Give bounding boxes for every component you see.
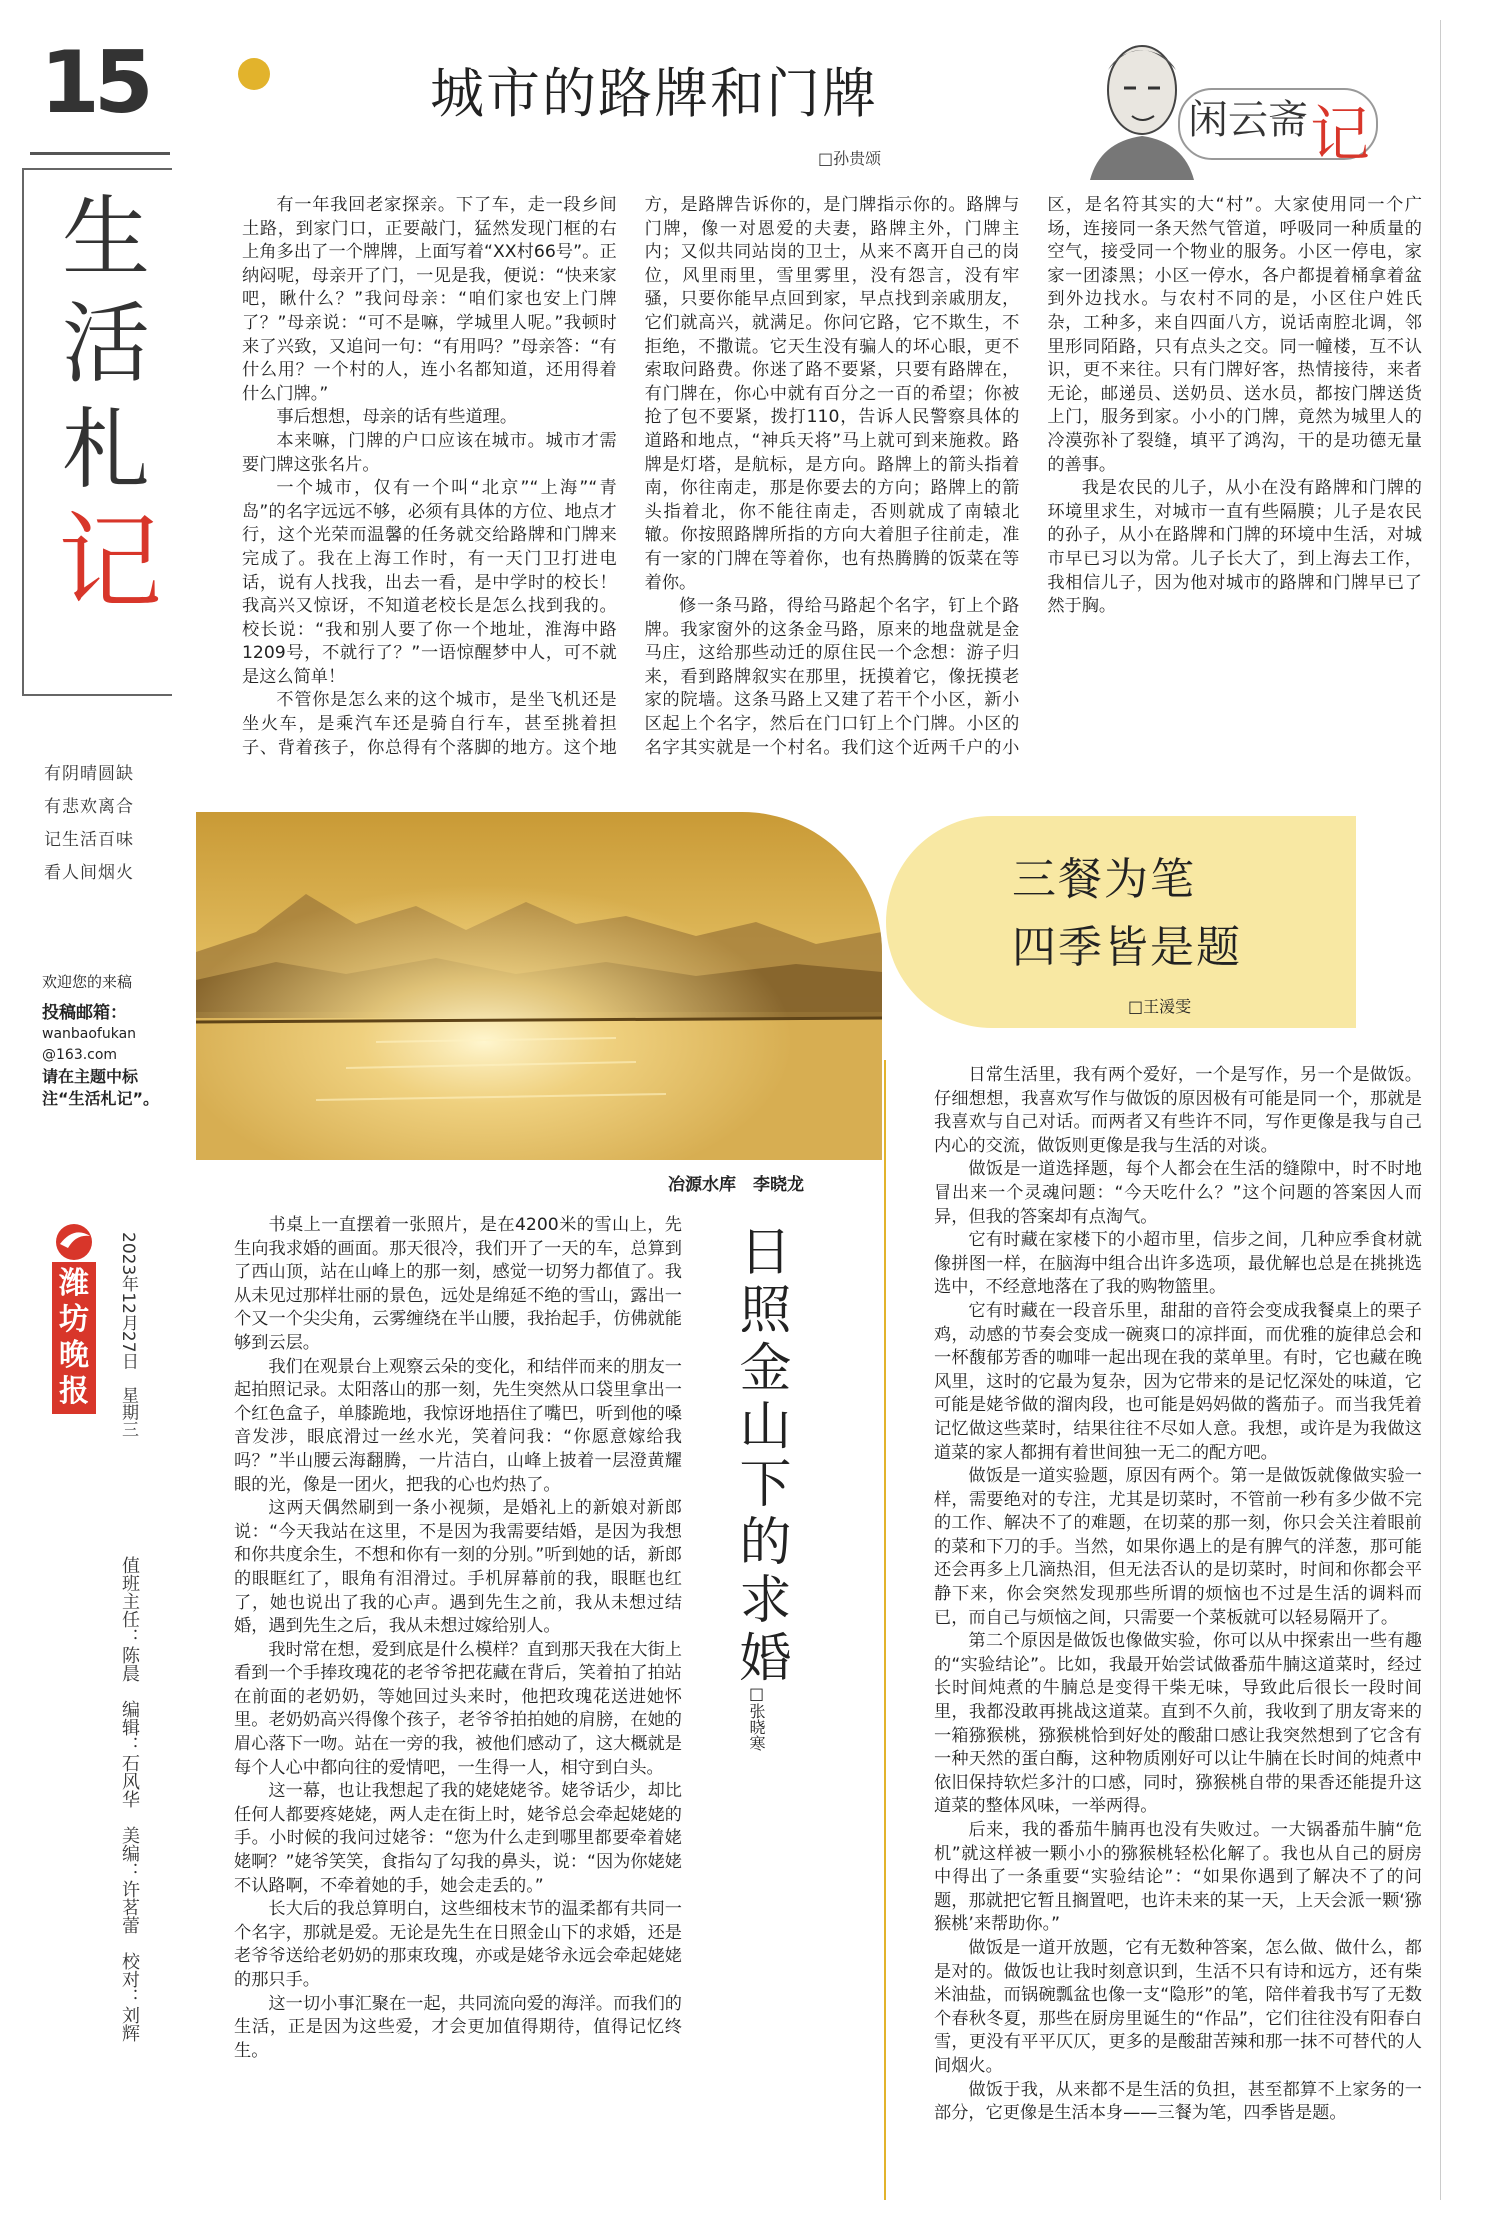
paragraph: 做饭于我，从来都不是生活的负担，甚至都算不上家务的一部分，它更像是生活本身——三餐为笔，四季皆是题。: [934, 2079, 1422, 2124]
paragraph: 书桌上一直摆着一张照片，是在4200米的雪山上，先生向我求婚的画面。那天很冷，我们开了一天的车，总算到了西山顶，站在山峰上的那一刻，感觉一切努力都值了。我从未见过那样壮丽的景色，远处是绵延不绝的雪山，露出一个又一个尖尖角，云雾缠绕在半山腰，我抬起手，仿佛就能够到云层。: [234, 1215, 682, 1353]
slogan-line: 看人间烟火: [44, 863, 134, 883]
paragraph: 本来嘛，门牌的户口应该在城市。城市才需要门牌这张名片。: [242, 430, 617, 475]
paragraph: 我时常在想，爱到底是什么模样？直到那天我在大街上看到一个手捧玫瑰花的老爷爷把花藏在背后，笑着拍了拍站在前面的老奶奶，等她回过头来时，他把玫瑰花送进她怀里。老奶奶高兴得像个孩子，老爷爷拍拍她的肩膀，在她的眉心落下一吻。站在一旁的我，被他们感动了，这大概就是每个人心中都向往的爱情吧，一生得一人，相守到白头。: [234, 1639, 682, 1778]
section-title-box: [22, 168, 172, 696]
logo-char: 晚: [59, 1338, 89, 1373]
article2-title: 日照金山下的求婚: [730, 1224, 790, 1688]
slogan-line: 记生活百味: [44, 830, 134, 850]
photo-author: 李晓龙: [753, 1175, 804, 1195]
paragraph: 做饭是一道实验题，原因有两个。第一是做饭就像做实验一样，需要绝对的专注，尤其是切菜时，不管前一秒有多少做不完的工作、解决不了的难题，在切菜的那一刻，你只会关注着眼前的菜和下刀的手。当然，如果你遇上的是有脾气的洋葱，那可能还会再多上几滴热泪，但无法否认的是切菜时，时间和你都会平静下来，你会突然发现那些所谓的烦恼也不过是生活的调料而已，而自己与烦恼之间，只需要一个菜板就可以轻易隔开了。: [934, 1466, 1422, 1628]
article3-title-line2: 四季皆是题: [1012, 922, 1242, 973]
paragraph: 这两天偶然刷到一条小视频，是婚礼上的新娘对新郎说：“今天我站在这里，不是因为我需要结婚，是因为我想和你共度余生，不想和你有一刻的分别。”听到她的话，新郎的眼眶红了，眼角有泪滑过。手机屏幕前的我，眼眶也红了，她也说出了我的心声。遇到先生之前，我从未想过结婚，遇到先生之后，我从未想过嫁给别人。: [234, 1498, 682, 1637]
section-char-2: 活: [62, 292, 151, 395]
email-note: 请在主题中标注“生活札记”。: [42, 1067, 160, 1108]
submission-info: [42, 972, 164, 1110]
email-address-2[interactable]: @163.com: [42, 1047, 118, 1063]
staff-credits: 值班主任：陈晨 编辑：石风华 美编：许茗蕾 校对：刘辉: [119, 1556, 140, 2042]
slogan-block: [44, 758, 174, 890]
divider-article3: [884, 1060, 886, 2200]
paragraph: 日常生活里，我有两个爱好，一个是写作，另一个是做饭。仔细想想，我喜欢写作与做饭的原因极有可能是同一个，那就是我喜欢与自己对话。而两者又有些许不同，写作更像是我与自己内心的交流，做饭则更像是我与生活的对谈。: [934, 1065, 1422, 1156]
logo-char: 报: [59, 1374, 89, 1409]
logo-char: 潍: [59, 1266, 89, 1301]
paragraph: 后来，我的番茄牛腩再也没有失败过。一大锅番茄牛腩“危机”就这样被一颗小小的猕猴桃轻松化解了。我也从自己的厨房中得出了一条重要“实验结论”：“如果你遇到了解决不了的问题，那就把它暂且搁置吧，也许未来的某一天，上天会派一颗‘猕猴桃’来帮助你。”: [934, 1820, 1422, 1935]
date-text: 2023年12月27日: [118, 1232, 138, 1370]
paragraph: 我是农民的儿子，从小在没有路牌和门牌的环境里求生，对城市一直有些隔膜；儿子是农民的孙子，从小在路牌和门牌的环境中生活，对城市早已习以为常。儿子长大了，到上海去工作，我相信儿子，因为他对城市的路牌和门牌早已了然于胸。: [1047, 478, 1422, 617]
page-number-rule: [30, 152, 170, 155]
paragraph: 做饭是一道开放题，它有无数种答案，怎么做、做什么，都是对的。做饭也让我时刻意识到，生活不只有诗和远方，还有柴米油盐，而锅碗瓢盆也像一支“隐形”的笔，陪伴着我书写了无数个春秋冬夏，那些在厨房里诞生的“作品”，它们往往没有阳春白雪，更没有平平仄仄，更多的是酸甜苦辣和那一抹不可替代的人间烟火。: [934, 1937, 1422, 2076]
page-number: 15: [40, 33, 148, 133]
paragraph: 我们在观景台上观察云朵的变化，和结伴而来的朋友一起拍照记录。太阳落山的那一刻，先生突然从口袋里拿出一个红色盒子，单膝跪地，我惊讶地捂住了嘴巴，听到他的嗓音发涉，眼底滑过一丝水光，笑着问我：“你愿意嫁给我吗？”半山腰云海翻腾，一片洁白，山峰上披着一层澄黄耀眼的光，像是一团火，把我的心也灼热了。: [234, 1356, 682, 1495]
article2-body: [234, 1214, 682, 2174]
article1-body: [242, 194, 1422, 782]
photo-caption: [668, 1170, 804, 1195]
column-badge-red: 记: [1310, 100, 1370, 170]
article1-title: 城市的路牌和门牌: [430, 62, 878, 125]
email-label: 投稿邮箱：: [42, 1003, 127, 1023]
slogan-line: 有阴晴圆缺: [44, 764, 134, 784]
issue-date: [118, 1232, 138, 1438]
paragraph: 不管你是怎么来的这个城市，是坐飞机还是坐火车，是乘汽车还是骑自行车，甚至挑着担子、背着孩子，你总得有个落脚的地方。这个地方，是路牌告诉你的，是门牌指示你的。路牌与门牌，像一对恩爱的夫妻，路牌主外，门牌主内；又似共同站岗的卫士，从来不离开自己的岗位，风里雨里，雪里雾里，没有怨言，没有牢骚，只要你能早点回到家，早点找到亲戚朋友，它们就高兴，就满足。你问它路，它不欺生，不拒绝，不撒谎。它天生没有骗人的坏心眼，更不索取问路费。你迷了路不要紧，只要有路牌在，有门牌在，你心中就有百分之一百的希望；你被抢了包不要紧，拨打110，告诉人民警察具体的道路和地点，“神兵天将”马上就可到来施救。路牌是灯塔，是航标，是方向。路牌上的箭头指着南，你往南走，那是你要去的方向；路牌上的箭头指着北，你不能往南走，否则就成了南辕北辙。你按照路牌所指的方向大着胆子往前走，准有一家的门牌在等着你，也有热腾腾的饭菜在等着你。: [242, 195, 1020, 758]
email-address-1[interactable]: wanbaofukan: [42, 1026, 137, 1042]
paragraph: 这一切小事汇聚在一起，共同流向爱的海洋。而我们的生活，正是因为这些爱，才会更加值得期待，值得记忆终生。: [234, 1993, 682, 2061]
welcome-text: 欢迎您的来稿: [42, 973, 133, 991]
article1-author: □孙贵颂: [818, 149, 882, 168]
paragraph: 做饭是一道选择题，每个人都会在生活的缝隙中，时不时地冒出来一个灵魂问题：“今天吃什么？”这个问题的答案因人而异，但我的答案却有点淘气。: [934, 1159, 1422, 1227]
column-badge: [1070, 30, 1380, 190]
section-char-1: 生: [62, 186, 151, 289]
paragraph: 第二个原因是做饭也像做实验，你可以从中探索出一些有趣的“实验结论”。比如，我最开始尝试做番茄牛腩这道菜时，经过长时间炖煮的牛腩总是变得干柴无味，导致此后很长一段时间里，我都没敢再挑战这道菜。直到不久前，我收到了朋友寄来的一箱猕猴桃，猕猴桃恰到好处的酸甜口感让我突然想到了它含有一种天然的蛋白酶，这种物质刚好可以让牛腩在长时间的炖煮中依旧保持软烂多汁的口感，同时，猕猴桃自带的果香还能提升这道菜的整体风味，一举两得。: [934, 1631, 1422, 1817]
paragraph: 有一年我回老家探亲。下了车，走一段乡间土路，到家门口，正要敲门，猛然发现门框的右上角多出了一个牌牌，上面写着“XX村66号”。正纳闷呢，母亲开了门，一见是我，便说：“快来家吧，瞅什么？”我问母亲：“咱们家也安上门牌了？”母亲说：“可不是嘛，学城里人呢。”我顿时来了兴致，又追问一句：“有用吗？”母亲答：“有什么用？一个村的人，连小名都知道，还用得着什么门牌。”: [242, 195, 617, 404]
paragraph: 一个城市，仅有一个叫“北京”“上海”“青岛”的名字远远不够，必须有具体的方位、地点才行，这个光荣而温馨的任务就交给路牌和门牌来完成了。我在上海工作时，有一天门卫打进电话，说有人找我，出去一看，是中学时的校长！我高兴又惊讶，不知道老校长是怎么找到我的。校长说：“我和别人要了你一个地址，淮海中路1209号，不就行了？”一语惊醒梦中人，可不就是这么简单！: [242, 478, 617, 687]
paragraph: 修一条马路，得给马路起个名字，钉上个路牌。我家窗外的这条金马路，原来的地盘就是金马庄，这给那些动迁的原住民一个念想：游子归来，看到路牌叙实在那里，抚摸着它，像抚摸老家的院墙。这条马路上又建了若干个小区，新小区起上个名字，然后在门口钉上个门牌。小区的名字其实就是一个村名。我们这个近两千户的小区，是名符其实的大“村”。大家使用同一个广场，连接同一条天然气管道，呼吸同一种质量的空气，接受同一个物业的服务。小区一停电，家家一团漆黑；小区一停水，各户都提着桶拿着盆到外边找水。与农村不同的是，小区住户姓氏杂，工种多，来自四面八方，说话南腔北调，邻里形同陌路，只有点头之交。同一幢楼，互不认识，更不来往。只有门牌好客，热情接待，来者无论，邮递员、送奶员、送水员，都按门牌送货上门，服务到家。小小的门牌，竟然为城里人的冷漠弥补了裂缝，填平了鸿沟，干的是功德无量的善事。: [644, 195, 1422, 758]
gold-dot-decoration: [238, 58, 270, 90]
slogan-line: 有悲欢离合: [44, 797, 134, 817]
article2-author: □张晓寒: [747, 1684, 766, 1751]
paragraph: 它有时藏在家楼下的小超市里，信步之间，几种应季食材就像拼图一样，在脑海中组合出许多选项，最优解也总是在挑挑选选中，不经意地落在了我的购物篮里。: [934, 1230, 1422, 1298]
paragraph: 这一幕，也让我想起了我的姥姥姥爷。姥爷话少，却比任何人都要疼姥姥，两人走在街上时，姥爷总会牵起姥姥的手。小时候的我问过姥爷：“您为什么走到哪里都要牵着姥姥啊？”姥爷笑笑，食指勾了勾我的鼻头，说：“因为你姥姥不认路啊，不牵着她的手，她会走丢的。”: [234, 1781, 682, 1896]
weekday-text: 星期三: [118, 1386, 138, 1438]
column-badge-text: 闲云斋: [1188, 97, 1308, 143]
photo-place: 冶源水库: [668, 1175, 736, 1195]
page-right-border: [1440, 20, 1441, 2200]
paragraph: 它有时藏在一段音乐里，甜甜的音符会变成我餐桌上的栗子鸡，动感的节奏会变成一碗爽口的凉拌面，而优雅的旋律总会和一杯馥郁芳香的咖啡一起出现在我的菜单里。有时，它也藏在晚风里，这时的它最为复杂，因为它带来的是记忆深处的味道，它可能是姥爷做的溜肉段，也可能是妈妈做的酱茄子。而当我凭着记忆做这些菜时，结果往往不尽如人意。我想，或许是为我做这道菜的家人都拥有着世间独一无二的配方吧。: [934, 1300, 1422, 1463]
newspaper-logo: [50, 1222, 102, 1432]
logo-swirl-icon: [50, 1222, 98, 1262]
reservoir-photo: [196, 812, 882, 1160]
paragraph: 长大后的我总算明白，这些细枝末节的温柔都有共同一个名字，那就是爱。无论是先生在日照金山下的求婚，还是老爷爷送给老奶奶的那束玫瑰，亦或是姥爷永远会牵起姥姥的那只手。: [234, 1899, 682, 1990]
paragraph: 事后想想，母亲的话有些道理。: [276, 407, 518, 428]
article3-body: [934, 1064, 1422, 2194]
section-char-3: 札: [62, 398, 151, 501]
section-char-red: 记: [58, 501, 163, 623]
article3-author: □王湲雯: [1128, 997, 1192, 1016]
article3-title-line1: 三餐为笔: [1012, 854, 1196, 905]
logo-char: 坊: [59, 1302, 89, 1337]
